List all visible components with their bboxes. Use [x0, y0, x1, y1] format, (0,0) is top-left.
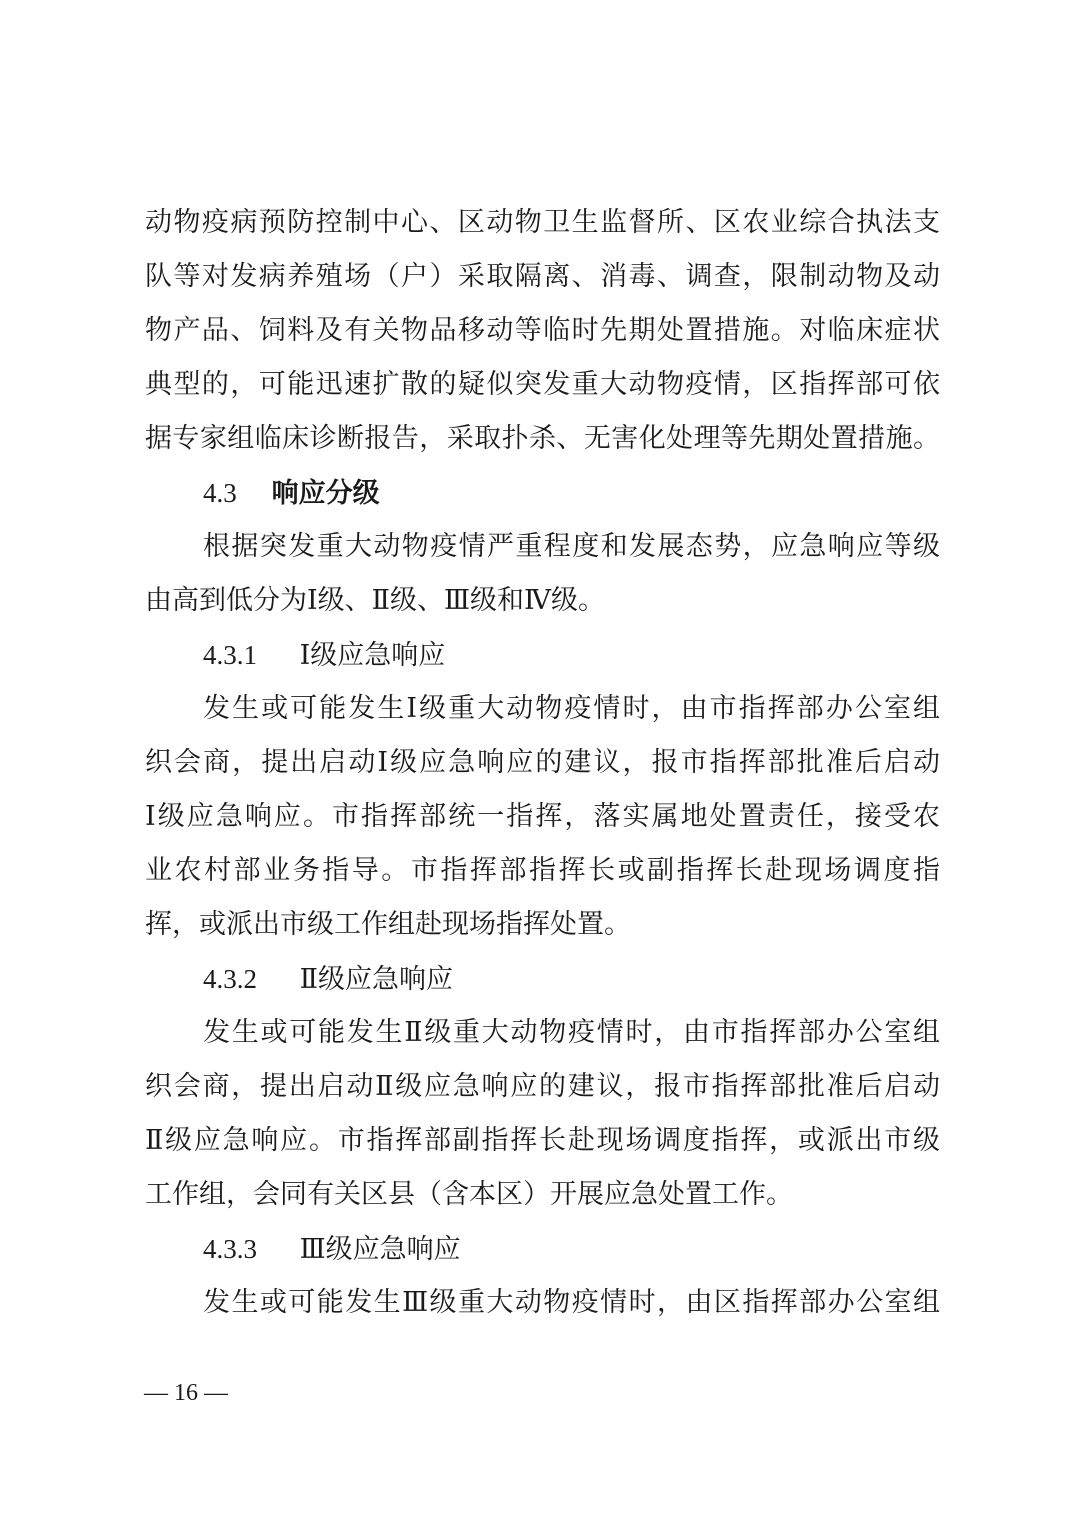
body-text-line: 业农村部业务指导。市指挥部指挥长或副指挥长赴现场调度指 — [145, 855, 940, 886]
body-text-line: 织会商，提出启动Ⅱ级应急响应的建议，报市指挥部批准后启动 — [145, 1071, 940, 1102]
body-text-line: 典型的，可能迅速扩散的疑似突发重大动物疫情，区指挥部可依 — [145, 369, 940, 400]
body-text-line: 挥，或派出市级工作组赴现场指挥处置。 — [145, 909, 631, 940]
body-text-line: Ⅰ级应急响应。市指挥部统一指挥，落实属地处置责任，接受农 — [145, 801, 940, 832]
section-heading-4-3-3 — [203, 1231, 461, 1267]
body-text-line: 发生或可能发生Ⅱ级重大动物疫情时，由市指挥部办公室组 — [203, 1017, 940, 1048]
section-title: 响应分级 — [271, 478, 380, 509]
section-title: Ⅱ级应急响应 — [299, 964, 453, 995]
body-text-line: 据专家组临床诊断报告，采取扑杀、无害化处理等先期处置措施。 — [145, 423, 940, 454]
section-number: 4.3 — [203, 478, 237, 508]
body-text-line: Ⅱ级应急响应。市指挥部副指挥长赴现场调度指挥，或派出市级 — [145, 1125, 940, 1156]
page-number: — 16 — — [144, 1380, 228, 1406]
section-title: Ⅰ级应急响应 — [299, 640, 446, 671]
body-text-line: 动物疫病预防控制中心、区动物卫生监督所、区农业综合执法支 — [145, 207, 940, 238]
section-number: 4.3.3 — [203, 1234, 257, 1264]
section-number: 4.3.2 — [203, 964, 257, 994]
body-text-line: 发生或可能发生Ⅲ级重大动物疫情时，由区指挥部办公室组 — [203, 1287, 940, 1318]
section-heading-4-3-2 — [203, 961, 453, 997]
body-text-line: 根据突发重大动物疫情严重程度和发展态势，应急响应等级 — [203, 531, 940, 562]
body-text-line: 由高到低分为Ⅰ级、Ⅱ级、Ⅲ级和Ⅳ级。 — [145, 585, 606, 616]
body-text-line: 物产品、饲料及有关物品移动等临时先期处置措施。对临床症状 — [145, 315, 940, 346]
section-number: 4.3.1 — [203, 640, 257, 670]
body-text-line: 工作组，会同有关区县（含本区）开展应急处置工作。 — [145, 1179, 793, 1210]
body-text-line: 发生或可能发生Ⅰ级重大动物疫情时，由市指挥部办公室组 — [203, 693, 940, 724]
body-text-line: 队等对发病养殖场（户）采取隔离、消毒、调查，限制动物及动 — [145, 261, 940, 292]
section-heading-4-3 — [203, 475, 380, 511]
section-title: Ⅲ级应急响应 — [299, 1234, 461, 1265]
body-text-line: 织会商，提出启动Ⅰ级应急响应的建议，报市指挥部批准后启动 — [145, 747, 940, 778]
section-heading-4-3-1 — [203, 637, 445, 673]
